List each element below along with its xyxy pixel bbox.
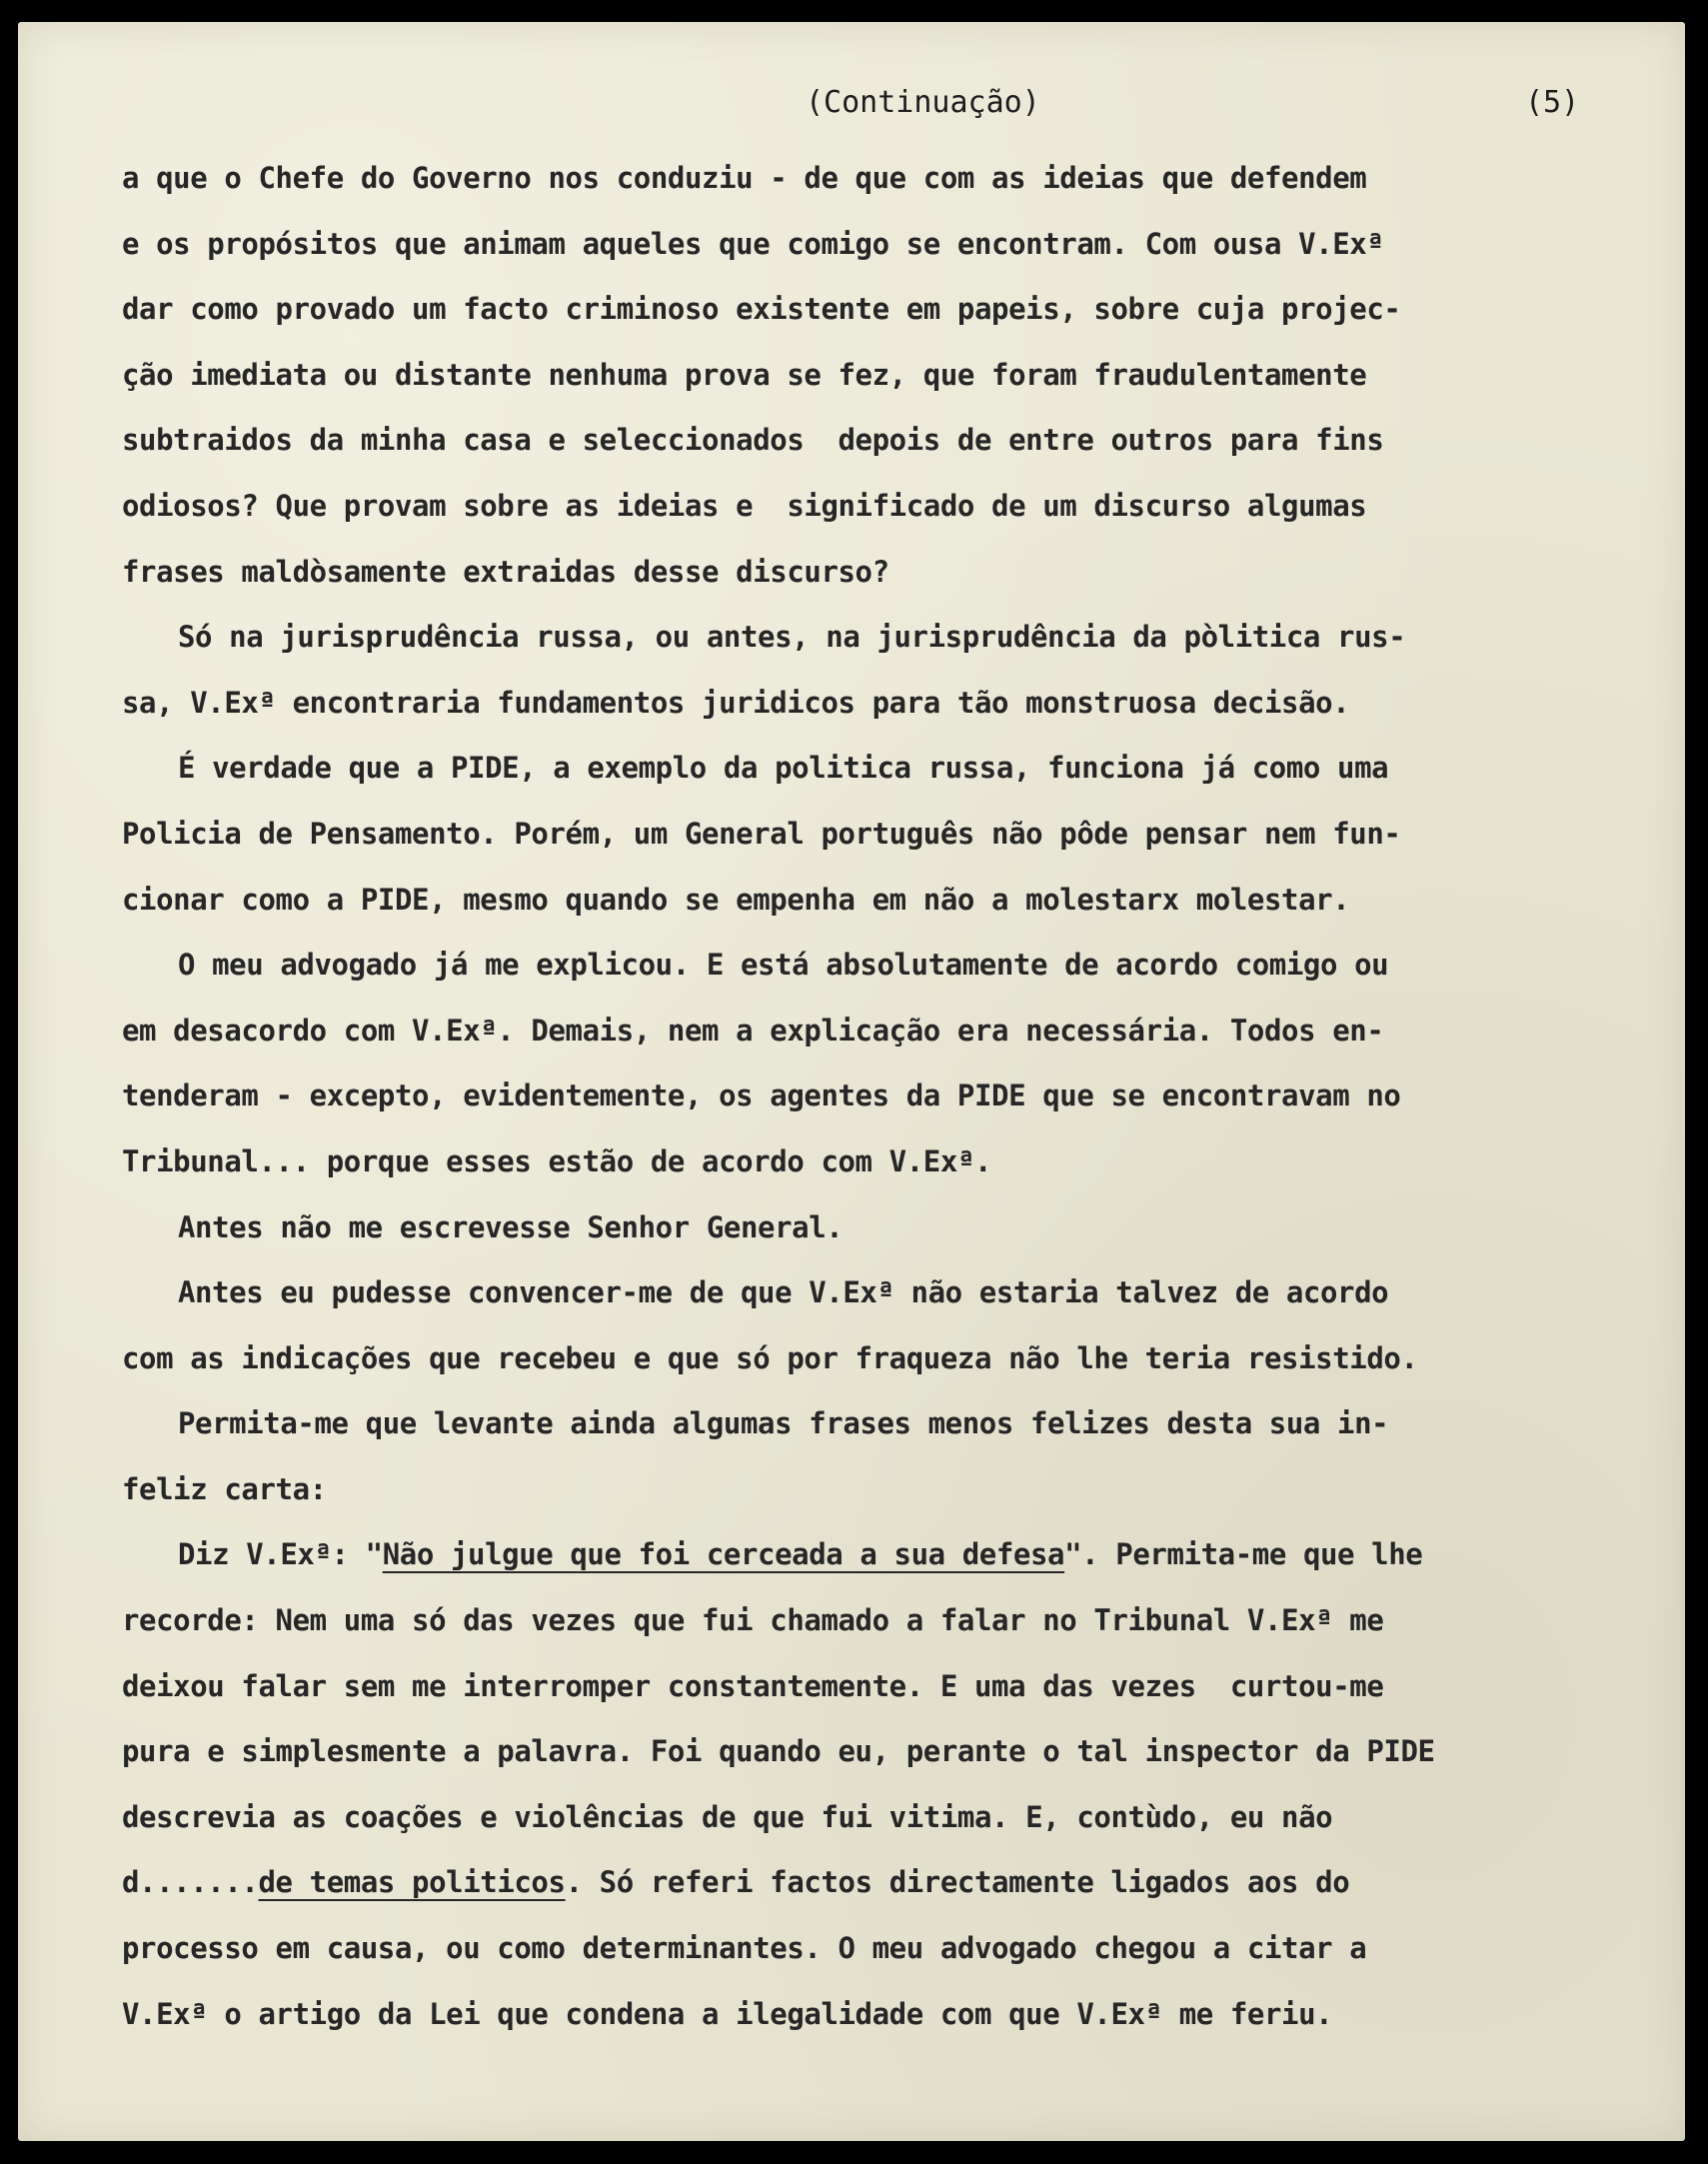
- text-line: e os propósitos que animam aqueles que comigo se encontram. Com ousa V.Exª: [122, 226, 1384, 261]
- text-line: [122, 1522, 1681, 1588]
- text-line: ção imediata ou distante nenhuma prova se fez, que foram fraudulentamente: [122, 357, 1367, 392]
- text-line: tenderam - excepto, evidentemente, os agentes da PIDE que se encontravam no: [122, 1079, 1401, 1113]
- text-line: pura e simplesmente a palavra. Foi quando eu, perante o tal inspector da PIDE: [122, 1734, 1435, 1769]
- text-line: V.Exª o artigo da Lei que condena a ilegalidade com que V.Exª me feriu.: [122, 1996, 1333, 2031]
- text-line: feliz carta:: [122, 1471, 327, 1506]
- text-line: Policia de Pensamento. Porém, um General português não pôde pensar nem fun-: [122, 816, 1401, 851]
- text-line: Antes não me escrevesse Senhor General.: [178, 1209, 844, 1244]
- text-line: frases maldòsamente extraidas desse discurso?: [122, 554, 889, 589]
- line-text-after: ". Permita-me que lhe: [1064, 1537, 1423, 1572]
- text-line: deixou falar sem me interromper constantemente. E uma das vezes curtou-me: [122, 1668, 1384, 1703]
- text-line: Antes eu pudesse convencer-me de que V.Exª não estaria talvez de acordo: [178, 1275, 1389, 1310]
- letter-body: [122, 146, 1681, 2047]
- text-line: dar como provado um facto criminoso existente em papeis, sobre cuja projec-: [122, 292, 1401, 327]
- line-text-before: Diz V.Exª: ": [178, 1537, 383, 1572]
- underlined-phrase: de temas politicos: [258, 1865, 566, 1900]
- document-page: [18, 22, 1685, 2141]
- continuation-title: (Continuação): [806, 85, 1040, 120]
- text-line: descrevia as coações e violências de que fui vitima. E, contùdo, eu não: [122, 1799, 1333, 1834]
- text-line: Tribunal... porque esses estão de acordo com V.Exª.: [122, 1143, 992, 1178]
- text-line: em desacordo com V.Exª. Demais, nem a explicação era necessária. Todos en-: [122, 1013, 1384, 1048]
- text-line: É verdade que a PIDE, a exemplo da politica russa, funciona já como uma: [178, 751, 1389, 786]
- text-line: cionar como a PIDE, mesmo quando se empenha em não a molestarx molestar.: [122, 882, 1350, 917]
- text-line: recorde: Nem uma só das vezes que fui chamado a falar no Tribunal V.Exª me: [122, 1603, 1384, 1638]
- line-text-before: d.......: [122, 1865, 259, 1900]
- underlined-quote: Não julgue que foi cerceada a sua defesa: [382, 1537, 1065, 1572]
- page-number: (5): [1525, 85, 1580, 120]
- text-line: sa, V.Exª encontraria fundamentos juridicos para tão monstruosa decisão.: [122, 685, 1350, 720]
- text-line: subtraidos da minha casa e seleccionados depois de entre outros para fins: [122, 423, 1384, 458]
- text-line: odiosos? Que provam sobre as ideias e significado de um discurso algumas: [122, 488, 1367, 523]
- text-line: O meu advogado já me explicou. E está absolutamente de acordo comigo ou: [178, 948, 1389, 983]
- page-header: [18, 85, 1685, 135]
- line-text-after: . Só referi factos directamente ligados aos do: [565, 1865, 1350, 1900]
- text-line: [122, 1850, 1681, 1916]
- text-line: Só na jurisprudência russa, ou antes, na jurisprudência da pòlitica rus-: [178, 620, 1406, 655]
- text-line: processo em causa, ou como determinantes. O meu advogado chegou a citar a: [122, 1931, 1367, 1966]
- text-line: com as indicações que recebeu e que só por fraqueza não lhe teria resistido.: [122, 1340, 1418, 1375]
- text-line: Permita-me que levante ainda algumas frases menos felizes desta sua in-: [178, 1406, 1389, 1441]
- text-line: a que o Chefe do Governo nos conduziu - de que com as ideias que defendem: [122, 161, 1367, 195]
